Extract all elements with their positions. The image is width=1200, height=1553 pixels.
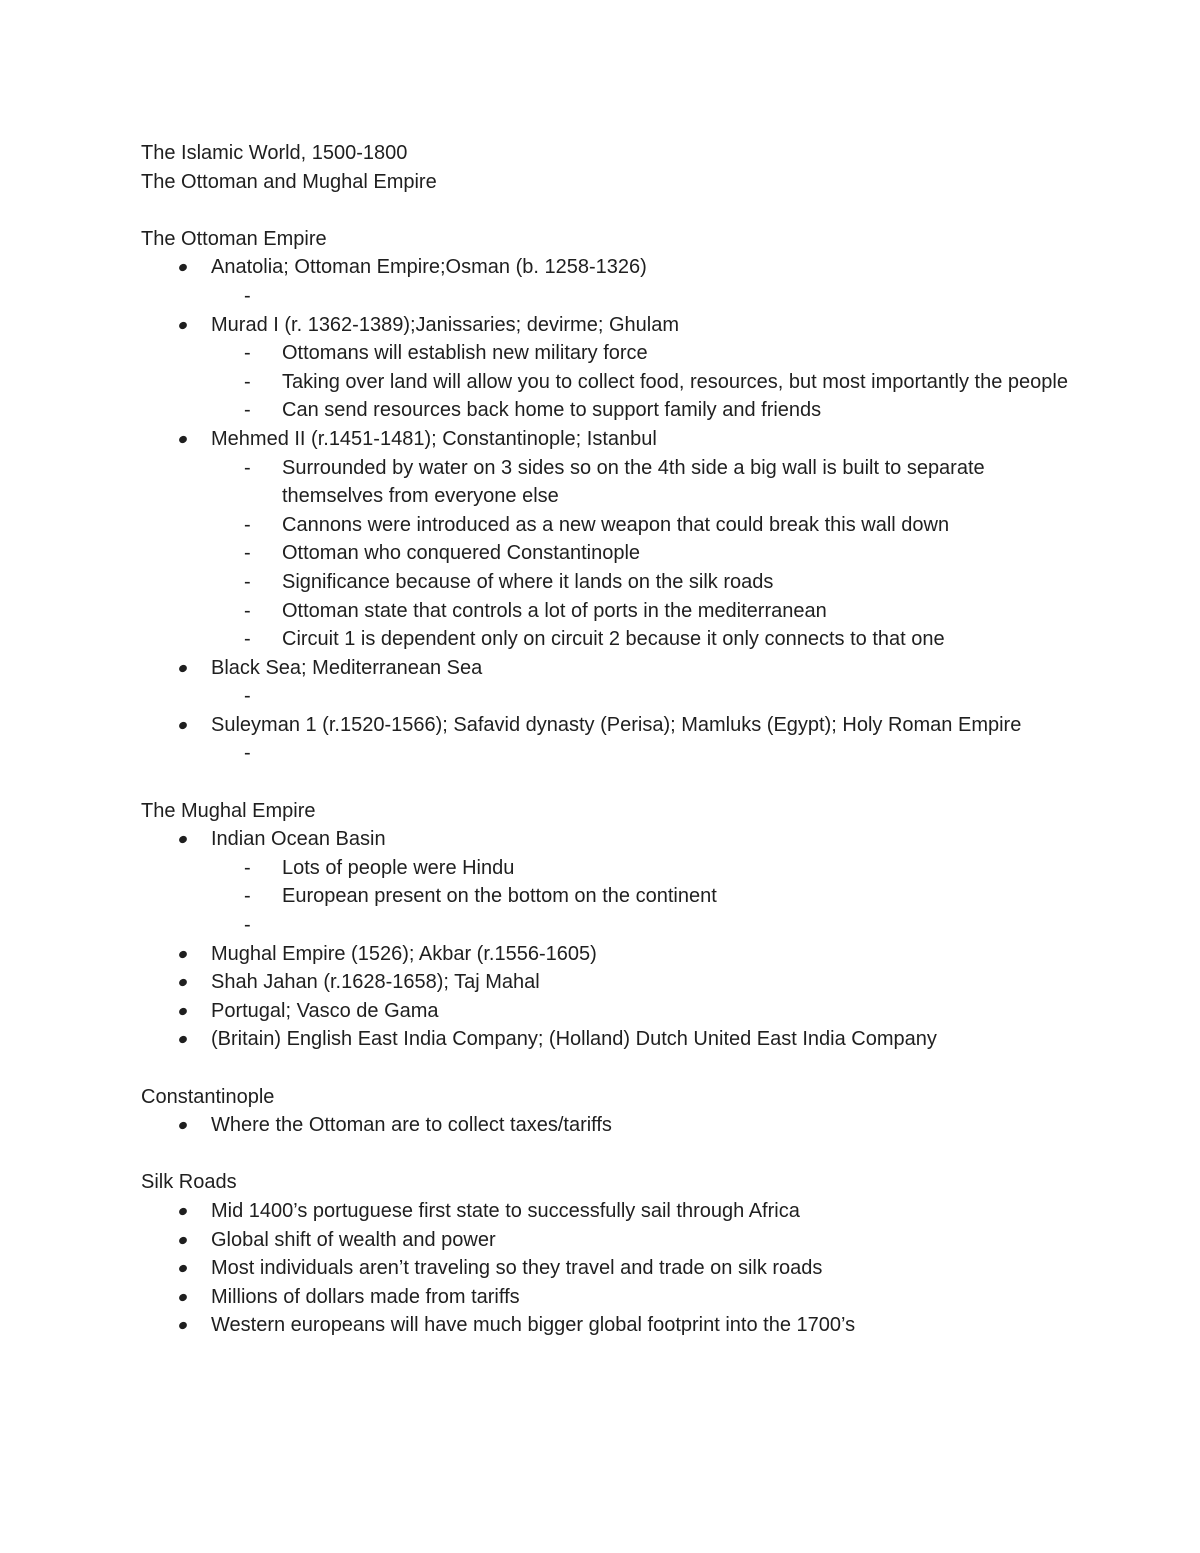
note-list <box>211 282 1071 311</box>
dash-icon: - <box>244 399 251 422</box>
bullet-list <box>141 253 1071 768</box>
note-item <box>211 539 1071 568</box>
bullet-item <box>141 311 1071 425</box>
note-item <box>211 739 1071 768</box>
bullet-dot-icon <box>178 320 188 330</box>
note-item <box>211 854 1071 883</box>
note-item <box>211 454 1071 511</box>
bullet-text: Mid 1400’s portuguese first state to successfully sail through Africa <box>211 1199 800 1222</box>
bullet-dot-icon <box>178 1321 188 1331</box>
note-item <box>211 568 1071 597</box>
dash-icon: - <box>244 628 251 651</box>
bullet-text: Anatolia; Ottoman Empire;Osman (b. 1258-1326) <box>211 256 647 279</box>
note-text: Surrounded by water on 3 sides so on the 4th side a big wall is built to separate themselves from everyone else <box>282 456 991 508</box>
bullet-dot-icon <box>178 435 188 445</box>
bullet-dot-icon <box>178 835 188 845</box>
bullet-item <box>141 997 1071 1026</box>
note-text: Significance because of where it lands on the silk roads <box>282 570 774 593</box>
bullet-list <box>141 1197 1071 1340</box>
dash-icon: - <box>244 856 251 879</box>
section-spacer <box>141 768 1071 797</box>
dash-icon: - <box>244 370 251 393</box>
bullet-dot-icon <box>178 1235 188 1245</box>
bullet-dot-icon <box>178 263 188 273</box>
note-text: Circuit 1 is dependent only on circuit 2 because it only connects to that one <box>282 628 945 651</box>
bullet-item <box>141 825 1071 939</box>
bullet-dot-icon <box>178 1264 188 1274</box>
section-spacer <box>141 196 1071 225</box>
bullet-item <box>141 1111 1071 1140</box>
bullet-dot-icon <box>178 721 188 731</box>
document-page <box>141 139 1071 1340</box>
document-title: The Islamic World, 1500-1800 <box>141 142 408 164</box>
bullet-item <box>141 1254 1071 1283</box>
bullet-item <box>141 1197 1071 1226</box>
bullet-text: Portugal; Vasco de Gama <box>211 999 439 1022</box>
note-item <box>211 911 1071 940</box>
bullet-dot-icon <box>178 1121 188 1131</box>
note-list <box>211 854 1071 940</box>
note-text: Ottoman who conquered Constantinople <box>282 542 641 565</box>
bullet-text: Western europeans will have much bigger global footprint into the 1700’s <box>211 1314 856 1337</box>
note-list <box>211 454 1071 654</box>
bullet-text: Black Sea; Mediterranean Sea <box>211 656 483 679</box>
bullet-item <box>141 940 1071 969</box>
note-item <box>211 368 1071 397</box>
bullet-text: Millions of dollars made from tariffs <box>211 1285 520 1308</box>
document-subtitle: The Ottoman and Mughal Empire <box>141 170 437 193</box>
bullet-item <box>141 1226 1071 1255</box>
note-list <box>211 339 1071 425</box>
bullet-dot-icon <box>178 1292 188 1302</box>
bullet-dot-icon <box>178 663 188 673</box>
bullet-text: Mughal Empire (1526); Akbar (r.1556-1605) <box>211 942 597 965</box>
dash-icon: - <box>244 570 251 593</box>
section <box>141 1168 1071 1340</box>
dash-icon: - <box>244 513 251 536</box>
section <box>141 225 1071 768</box>
bullet-dot-icon <box>178 1207 188 1217</box>
note-item <box>211 625 1071 654</box>
bullet-item <box>141 654 1071 711</box>
dash-icon: - <box>244 742 251 765</box>
note-text: Can send resources back home to support family and friends <box>282 399 822 422</box>
dash-icon: - <box>244 914 251 937</box>
note-item <box>211 511 1071 540</box>
bullet-text: Mehmed II (r.1451-1481); Constantinople; Istanbul <box>211 427 657 450</box>
section <box>141 797 1071 1054</box>
bullet-item <box>141 1311 1071 1340</box>
bullet-item <box>141 425 1071 654</box>
note-item <box>211 882 1071 911</box>
note-text: Lots of people were Hindu <box>282 856 515 879</box>
bullet-text: Indian Ocean Basin <box>211 828 386 851</box>
bullet-text: (Britain) English East India Company; (Holland) Dutch United East India Company <box>211 1028 937 1051</box>
bullet-dot-icon <box>178 978 188 988</box>
bullet-item <box>141 968 1071 997</box>
dash-icon: - <box>244 885 251 908</box>
bullet-list <box>141 825 1071 1054</box>
sections-container <box>141 196 1071 1340</box>
section-heading: Silk Roads <box>141 1171 237 1194</box>
bullet-item <box>141 253 1071 310</box>
bullet-dot-icon <box>178 949 188 959</box>
dash-icon: - <box>244 284 251 307</box>
dash-icon: - <box>244 685 251 708</box>
bullet-text: Suleyman 1 (r.1520-1566); Safavid dynasty (Perisa); Mamluks (Egypt); Holy Roman Empire <box>211 713 1022 736</box>
section <box>141 1083 1071 1140</box>
note-text <box>282 282 1071 311</box>
note-item <box>211 396 1071 425</box>
note-text: European present on the bottom on the continent <box>282 885 717 908</box>
bullet-text: Global shift of wealth and power <box>211 1228 496 1251</box>
section-heading: Constantinople <box>141 1085 275 1108</box>
note-text <box>282 739 1071 768</box>
bullet-item <box>141 1025 1071 1054</box>
dash-icon: - <box>244 542 251 565</box>
note-item <box>211 339 1071 368</box>
note-text <box>282 682 1071 711</box>
note-list <box>211 682 1071 711</box>
bullet-list <box>141 1111 1071 1140</box>
note-text: Cannons were introduced as a new weapon that could break this wall down <box>282 513 950 536</box>
dash-icon: - <box>244 456 251 479</box>
section-heading: The Mughal Empire <box>141 799 316 822</box>
bullet-dot-icon <box>178 1035 188 1045</box>
bullet-text: Most individuals aren’t traveling so they travel and trade on silk roads <box>211 1257 823 1280</box>
bullet-item <box>141 711 1071 768</box>
bullet-item <box>141 1283 1071 1312</box>
section-heading: The Ottoman Empire <box>141 227 327 250</box>
section-spacer <box>141 1054 1071 1083</box>
note-text: Ottoman state that controls a lot of ports in the mediterranean <box>282 599 827 622</box>
note-text <box>282 911 1071 940</box>
note-text: Ottomans will establish new military force <box>282 342 648 365</box>
note-item <box>211 597 1071 626</box>
bullet-text: Where the Ottoman are to collect taxes/tariffs <box>211 1114 612 1137</box>
dash-icon: - <box>244 342 251 365</box>
note-text: Taking over land will allow you to collect food, resources, but most importantly the people <box>282 370 1068 393</box>
note-list <box>211 739 1071 768</box>
dash-icon: - <box>244 599 251 622</box>
bullet-dot-icon <box>178 1006 188 1016</box>
bullet-text: Murad I (r. 1362-1389);Janissaries; devirme; Ghulam <box>211 313 679 336</box>
bullet-text: Shah Jahan (r.1628-1658); Taj Mahal <box>211 971 540 994</box>
note-item <box>211 682 1071 711</box>
note-item <box>211 282 1071 311</box>
section-spacer <box>141 1140 1071 1169</box>
